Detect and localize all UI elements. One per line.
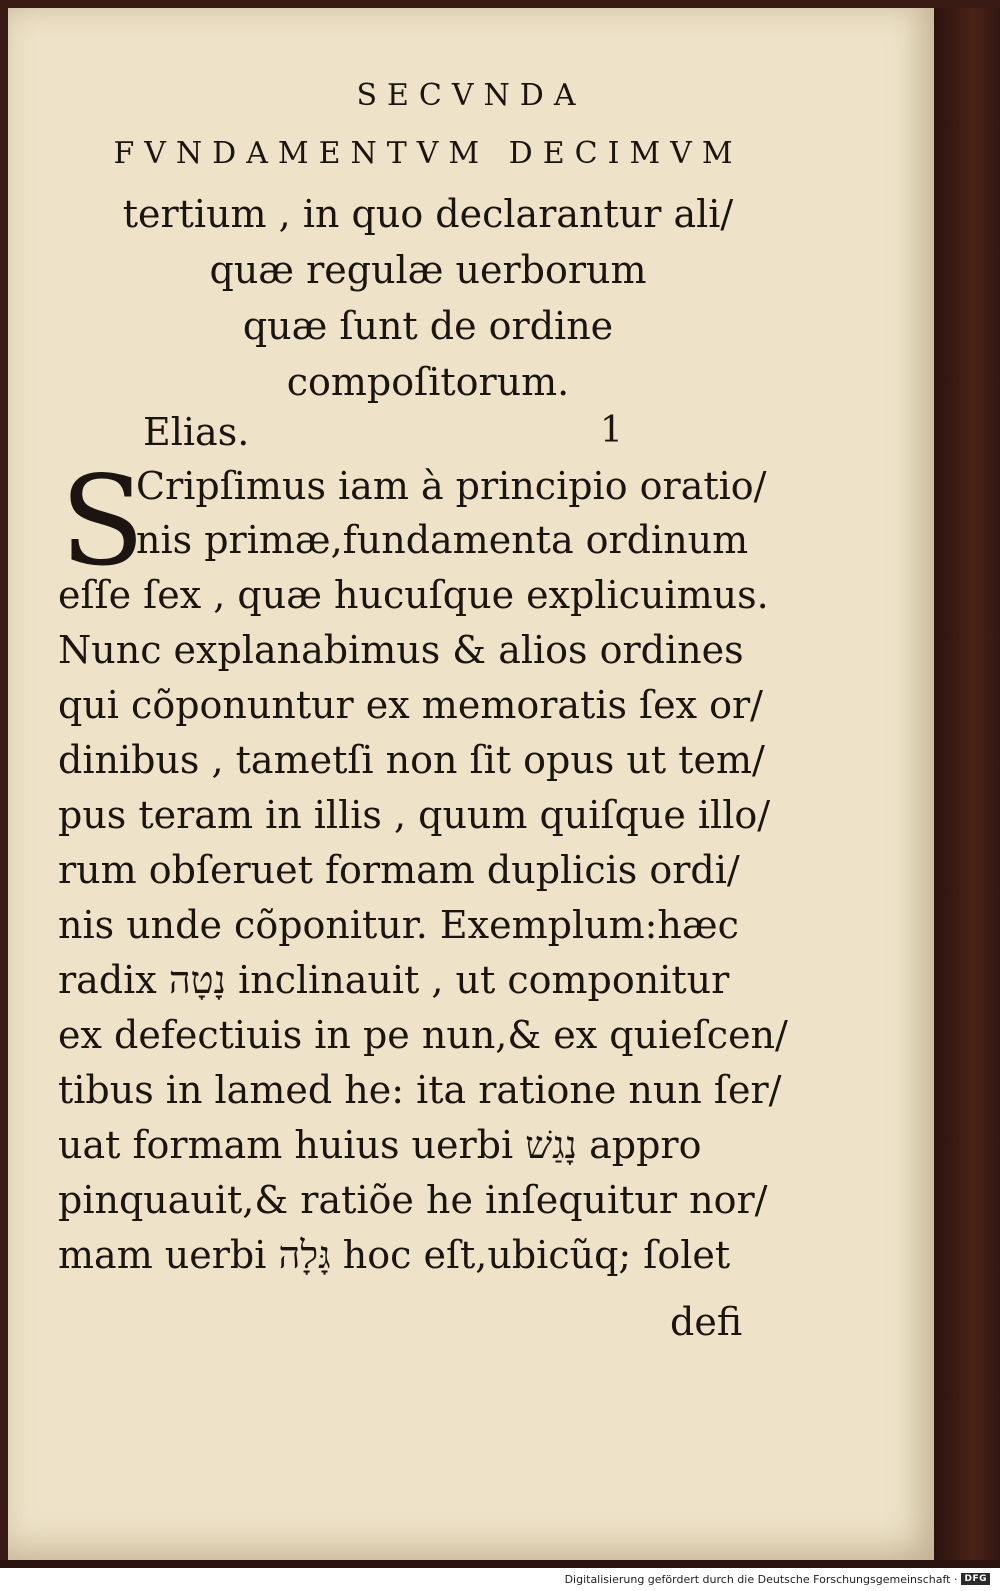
body-line: mam uerbi גָּלָה hoc eſt,ubicũq; ſolet [58,1233,731,1277]
scan-bottom-edge [0,1560,1000,1568]
subtitle-line: compoſitorum. [286,360,570,404]
body-line: nis unde cõponitur. Exemplum:hæc [58,903,739,947]
body-line: dinibus , tametſi non ſit opus ut tem/ [58,738,765,782]
running-head: SECVNDA [356,78,586,113]
body-line: tibus in lamed he: ita ratione nun ſer/ [58,1068,782,1112]
book-page [8,8,934,1560]
subtitle-line: quæ regulæ uerborum [209,248,647,292]
body-line: radix נָטָה inclinauit , ut componitur [58,958,730,1002]
body-line: pinquauit,& ratiõe he inſequitur nor/ [58,1178,768,1222]
body-line: uat formam huius uerbi נָגַשׁ appro [58,1123,702,1167]
subtitle-line: quæ ſunt de ordine [242,304,614,348]
chapter-title: FVNDAMENTVM DECIMVM [113,136,743,171]
folio-number: 1 [600,410,623,451]
body-line: pus teram in illis , quum quiſque illo/ [58,793,771,837]
body-line: Nunc explanabimus & alios ordines [58,628,744,672]
drop-cap: S [60,450,145,594]
chapter-subtitle [68,186,788,410]
book-edge [934,8,1000,1560]
body-line: eſſe ſex , quæ hucuſque explicuimus. [58,573,769,617]
dfg-logo: DFG [961,1573,990,1585]
body-line: ex defectiuis in pe nun,& ex quieſcen/ [58,1013,788,1057]
body-line: qui cõponuntur ex memoratis ſex or/ [58,683,763,727]
body-line: nis primæ,fundamenta ordinum [136,518,749,562]
body-line: Cripſimus iam à principio oratio/ [136,464,767,508]
body-line: rum obſeruet formam duplicis ordi/ [58,848,740,892]
speaker-name: Elias. [143,410,250,454]
subtitle-line: tertium , in quo declarantur ali/ [122,192,734,236]
credit-text: Digitalisierung gefördert durch die Deutsche Forschungsgemeinschaft · [564,1572,958,1586]
digitization-credit [565,1571,990,1587]
catchword: defi [670,1300,743,1344]
